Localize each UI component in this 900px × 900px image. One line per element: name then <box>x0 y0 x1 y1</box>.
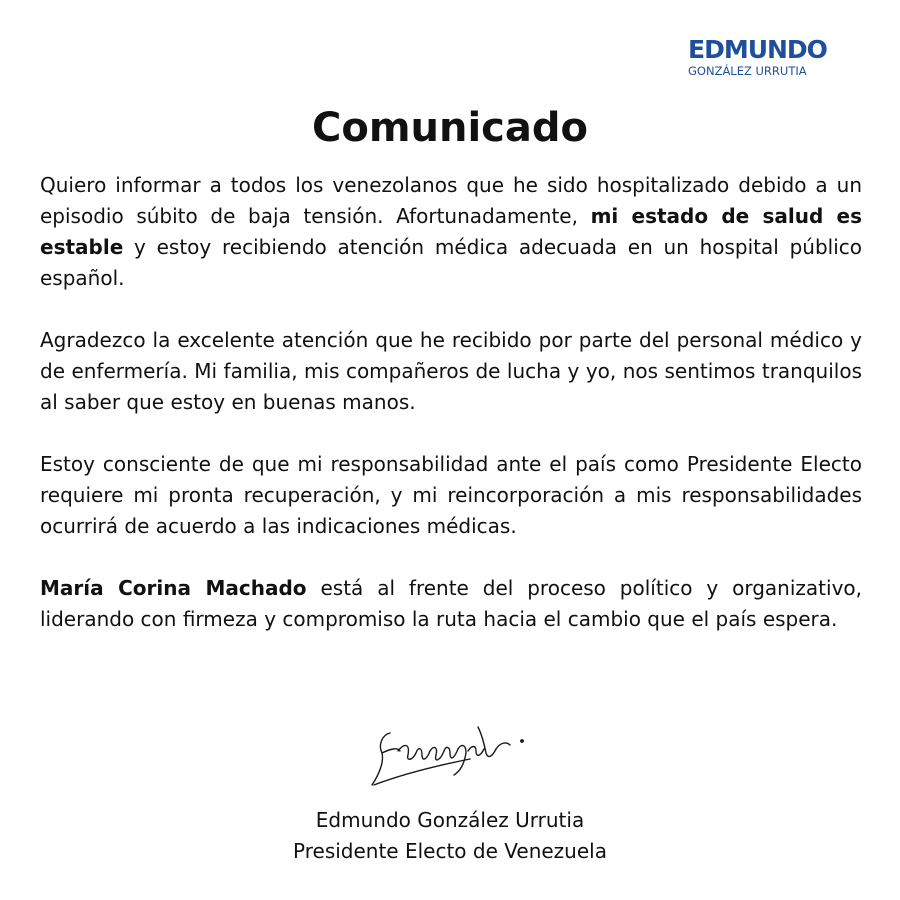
paragraph-1-text-end: y estoy recibiendo atención médica adecuada en un hospital público español. <box>40 235 862 290</box>
paragraph-3: Estoy consciente de que mi responsabilidad ante el país como Presidente Electo requiere mi pronta recuperación, y mi reincorporación a mis responsabilidades ocurrirá de acuerdo a las indicaciones médicas. <box>40 452 862 538</box>
signer-block <box>0 805 900 867</box>
document-body <box>40 170 862 666</box>
paragraph-2: Agradezco la excelente atención que he recibido por parte del personal médico y de enfermería. Mi familia, mis compañeros de lucha y yo, nos sentimos tranquilos al saber que estoy en buenas manos. <box>40 328 862 414</box>
paragraph-1-text-start: Quiero informar a todos los venezolanos que he sido hospitalizado debido a un episodio súbito de baja tensión. Afortunadamente, <box>40 173 862 228</box>
handwritten-signature <box>360 705 540 795</box>
logo-surname: GONZÁLEZ URRUTIA <box>688 64 807 78</box>
brand-logo <box>688 36 868 78</box>
paragraph-4-text: está al frente del proceso político y organizativo, liderando con firmeza y compromiso la ruta hacia el cambio que el país espera. <box>40 576 862 631</box>
paragraph-1 <box>40 170 862 294</box>
page-title: Comunicado <box>312 105 588 151</box>
paragraph-1-emphasis: mi estado de salud es estable <box>40 204 862 259</box>
signer-name: Edmundo González Urrutia <box>315 808 585 832</box>
signer-title: Presidente Electo de Venezuela <box>293 839 607 863</box>
paragraph-4 <box>40 573 862 635</box>
logo-name: EDMUNDO <box>688 35 827 64</box>
paragraph-4-emphasis: María Corina Machado <box>40 576 307 600</box>
